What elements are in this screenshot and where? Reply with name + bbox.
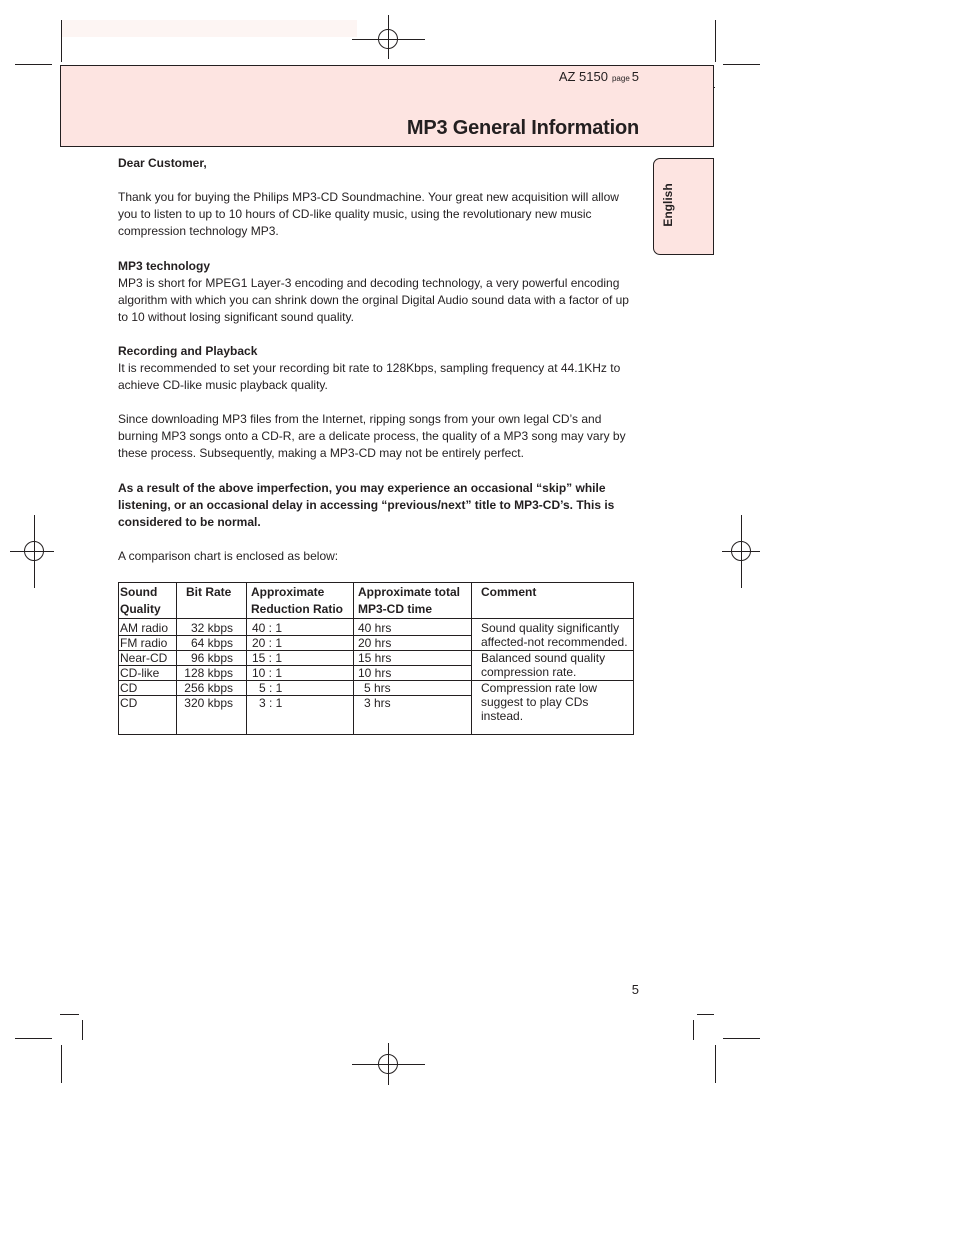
page-title: MP3 General Information bbox=[406, 117, 639, 139]
cell-time: 40 hrs bbox=[354, 619, 472, 636]
cell-sound: AM radio bbox=[119, 619, 177, 636]
body-text bbox=[118, 155, 640, 565]
cell-comment: Balanced sound quality compression rate. bbox=[472, 651, 634, 681]
table-header-row bbox=[119, 583, 634, 619]
cell-sound: Near-CD bbox=[119, 651, 177, 666]
mp3-paragraph: MP3 is short for MPEG1 Layer-3 encoding and decoding technology, a very powerful encoding algorithm with which you can shrink down the orginal Digital Audio sound data with a factor of up to 10 without losing significant sound quality. bbox=[118, 276, 629, 324]
recording-heading: Recording and Playback bbox=[118, 344, 258, 358]
table-row bbox=[119, 681, 634, 696]
header-page-number: 5 bbox=[631, 69, 639, 84]
cell-sound: CD bbox=[119, 681, 177, 696]
download-paragraph: Since downloading MP3 files from the Internet, ripping songs from your own legal CD’s and burning MP3 songs onto a CD-R, are a delicate process, the quality of a MP3 song may vary by these process. Subsequently, making a MP3-CD may not be entirely perfect. bbox=[118, 412, 626, 460]
header-reduction-ratio: Approximate Reduction Ratio bbox=[247, 583, 354, 619]
recording-paragraph: It is recommended to set your recording bit rate to 128Kbps, sampling frequency at 44.1KHz to achieve CD-like music playback quality. bbox=[118, 361, 621, 392]
header-strip bbox=[62, 20, 357, 37]
page-number: 5 bbox=[631, 982, 639, 997]
chart-intro: A comparison chart is enclosed as below: bbox=[118, 549, 339, 563]
header-total-time: Approximate total MP3-CD time bbox=[354, 583, 472, 619]
cell-ratio: 20 : 1 bbox=[247, 636, 354, 651]
cell-ratio: 10 : 1 bbox=[247, 666, 354, 681]
cell-sound: FM radio bbox=[119, 636, 177, 651]
cell-time: 5 hrs bbox=[354, 681, 472, 696]
cell-bitrate: 128 kbps bbox=[177, 666, 247, 681]
cell-ratio: 15 : 1 bbox=[247, 651, 354, 666]
model-name: AZ 5150 bbox=[558, 69, 608, 84]
cell-time: 20 hrs bbox=[354, 636, 472, 651]
cell-ratio: 3 : 1 bbox=[247, 696, 354, 735]
cell-time: 10 hrs bbox=[354, 666, 472, 681]
cell-comment: Compression rate low suggest to play CDs instead. bbox=[472, 681, 634, 735]
table-row bbox=[119, 651, 634, 666]
cell-bitrate: 96 kbps bbox=[177, 651, 247, 666]
warning-paragraph: As a result of the above imperfection, you may experience an occasional “skip” while listening, or an occasional delay in accessing “previous/next” title to MP3-CD’s. This is considered to be normal. bbox=[118, 481, 615, 529]
cell-bitrate: 256 kbps bbox=[177, 681, 247, 696]
salutation: Dear Customer, bbox=[118, 156, 207, 170]
header-bit-rate: Bit Rate bbox=[177, 583, 247, 619]
mp3-heading: MP3 technology bbox=[118, 259, 211, 273]
cell-time: 15 hrs bbox=[354, 651, 472, 666]
cell-ratio: 40 : 1 bbox=[247, 619, 354, 636]
cell-bitrate: 32 kbps bbox=[177, 619, 247, 636]
cell-comment: Sound quality significantly affected-not recommended. bbox=[472, 619, 634, 651]
cell-ratio: 5 : 1 bbox=[247, 681, 354, 696]
cell-sound: CD-like bbox=[119, 666, 177, 681]
model-page-line bbox=[500, 69, 639, 84]
page-word: page bbox=[611, 74, 630, 83]
cell-sound: CD bbox=[119, 696, 177, 735]
table-row bbox=[119, 619, 634, 636]
cell-bitrate: 320 kbps bbox=[177, 696, 247, 735]
header-comment: Comment bbox=[472, 583, 634, 619]
cell-time: 3 hrs bbox=[354, 696, 472, 735]
cell-bitrate: 64 kbps bbox=[177, 636, 247, 651]
language-label: English bbox=[661, 183, 675, 227]
header-sound-quality: Sound Quality bbox=[119, 583, 177, 619]
intro-paragraph: Thank you for buying the Philips MP3-CD Soundmachine. Your great new acquisition will allow you to listen to up to 10 hours of CD-like quality music, using the revolutionary new music compression technology MP3. bbox=[118, 190, 619, 238]
comparison-table bbox=[118, 582, 634, 735]
